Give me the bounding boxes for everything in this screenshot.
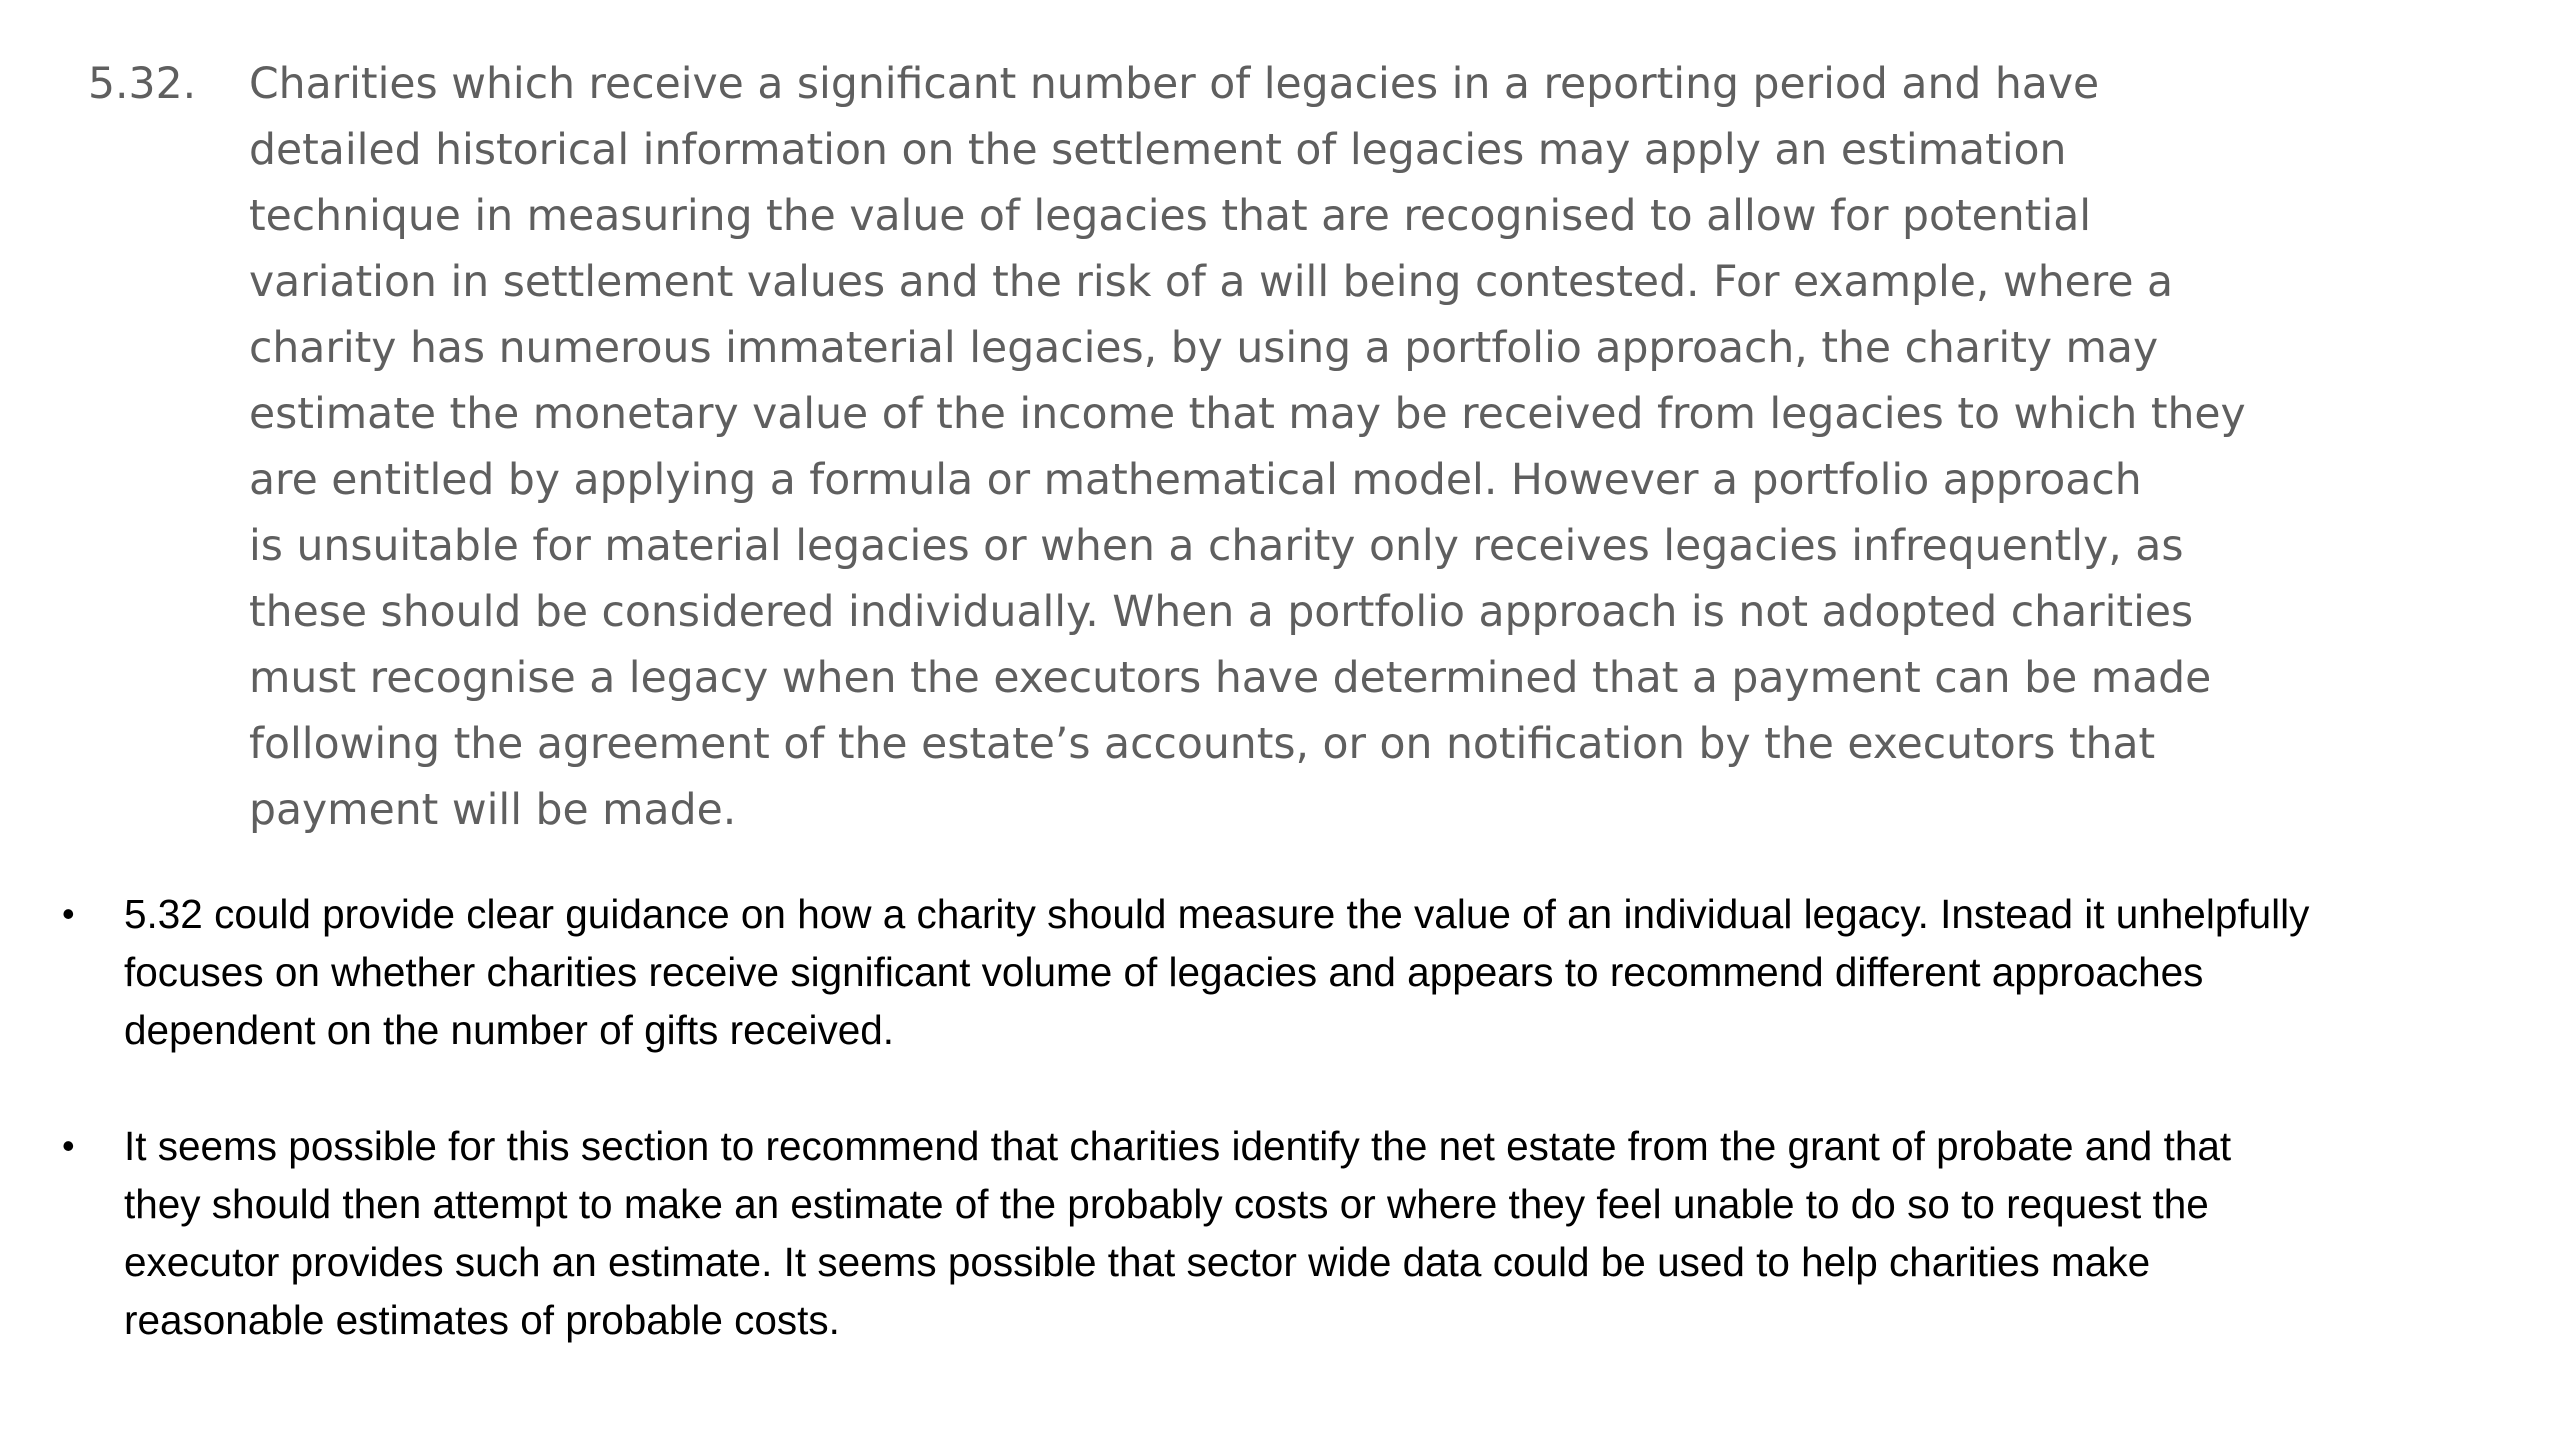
bullet-line: It seems possible for this section to recommend that charities identify the net estate from the grant of probate and that	[124, 1123, 2232, 1169]
paragraph-line: estimate the monetary value of the income that may be received from legacies to which they	[249, 390, 2246, 439]
bullet-item	[56, 1117, 2516, 1349]
quoted-paragraph	[88, 52, 2468, 844]
bullet-list	[56, 885, 2516, 1349]
paragraph-line: detailed historical information on the settlement of legacies may apply an estimation	[249, 126, 2067, 175]
paragraph-body	[249, 52, 2489, 844]
paragraph-line: technique in measuring the value of legacies that are recognised to allow for potential	[249, 192, 2092, 241]
paragraph-line: variation in settlement values and the risk of a will being contested. For example, where a	[249, 258, 2174, 307]
paragraph-number: 5.32.	[88, 60, 197, 109]
paragraph-line: are entitled by applying a formula or mathematical model. However a portfolio approach	[249, 456, 2142, 505]
bullet-item	[56, 885, 2516, 1059]
bullet-line: reasonable estimates of probable costs.	[124, 1297, 840, 1343]
bullet-line: executor provides such an estimate. It seems possible that sector wide data could be used to help charities make	[124, 1239, 2151, 1285]
paragraph-line: Charities which receive a significant number of legacies in a reporting period and have	[249, 60, 2100, 109]
bullet-line: dependent on the number of gifts received.	[124, 1007, 895, 1053]
bullet-marker: •	[62, 893, 75, 934]
bullet-marker: •	[62, 1125, 75, 1166]
paragraph-line: following the agreement of the estate’s accounts, or on notification by the executors that	[249, 720, 2156, 769]
paragraph-line: these should be considered individually. When a portfolio approach is not adopted charities	[249, 588, 2194, 637]
paragraph-line: charity has numerous immaterial legacies, by using a portfolio approach, the charity may	[249, 324, 2159, 373]
bullet-line: focuses on whether charities receive significant volume of legacies and appears to recommend different approaches	[124, 949, 2204, 995]
bullet-line: they should then attempt to make an estimate of the probably costs or where they feel unable to do so to request the	[124, 1181, 2209, 1227]
paragraph-line: must recognise a legacy when the executors have determined that a payment can be made	[249, 654, 2212, 703]
paragraph-line: payment will be made.	[249, 786, 737, 835]
bullet-line: 5.32 could provide clear guidance on how a charity should measure the value of an individual legacy. Instead it unhelpfully	[124, 891, 2310, 937]
paragraph-line: is unsuitable for material legacies or when a charity only receives legacies infrequently, as	[249, 522, 2184, 571]
